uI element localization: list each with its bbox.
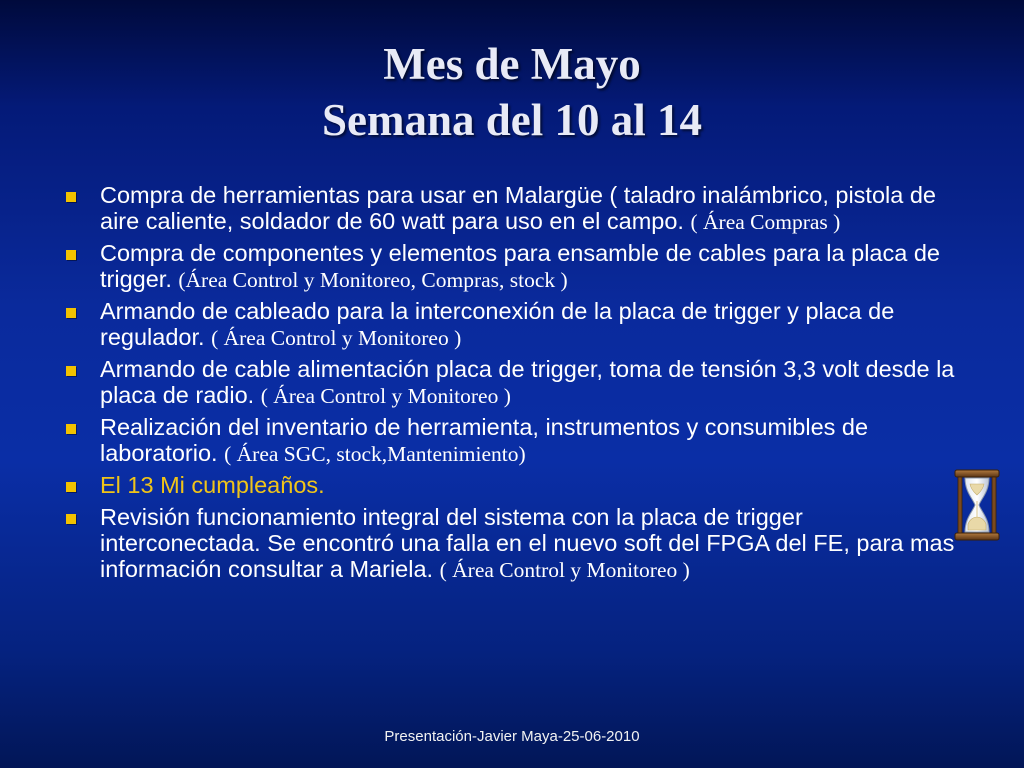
bullet-item-highlight	[60, 472, 965, 499]
hourglass-icon	[952, 468, 1002, 542]
bullet-text: El 13 Mi cumpleaños.	[100, 472, 325, 498]
footer-text: Presentación-Javier Maya-25-06-2010	[384, 728, 640, 745]
bullet-area: ( Área Control y Monitoreo )	[211, 326, 462, 350]
bullet-area: ( Área Compras )	[690, 210, 841, 234]
title-line-1: Mes de Mayo	[383, 39, 641, 89]
bullet-area: (Área Control y Monitoreo, Compras, stock )	[178, 268, 568, 292]
square-bullet-icon	[66, 482, 76, 492]
bullet-item	[60, 414, 965, 467]
square-bullet-icon	[66, 366, 76, 376]
bullet-area: ( Área Control y Monitoreo )	[439, 558, 690, 582]
bullet-text: Realización del inventario de herramienta, instrumentos y consumibles de laboratorio.	[100, 414, 869, 466]
square-bullet-icon	[66, 192, 76, 202]
square-bullet-icon	[66, 424, 76, 434]
title-line-2: Semana del 10 al 14	[321, 95, 703, 145]
bullet-text: Revisión funcionamiento integral del sistema con la placa de trigger interconectada. Se encontró una falla en el nuevo soft del FPGA del FE, para mas información consultar a Mariela.	[100, 504, 955, 582]
bullet-area: ( Área SGC, stock,Mantenimiento)	[224, 442, 526, 466]
slide-title	[0, 36, 1024, 148]
bullet-text: Armando de cableado para la interconexión de la placa de trigger y placa de regulador.	[100, 298, 895, 350]
bullet-item	[60, 298, 965, 351]
bullet-text: Armando de cable alimentación placa de trigger, toma de tensión 3,3 volt desde la placa de radio.	[100, 356, 955, 408]
bullet-text: Compra de herramientas para usar en Malargüe ( taladro inalámbrico, pistola de aire caliente, soldador de 60 watt para uso en el campo.	[100, 182, 936, 234]
bullet-item	[60, 240, 965, 293]
bullet-item	[60, 182, 965, 235]
square-bullet-icon	[66, 250, 76, 260]
square-bullet-icon	[66, 514, 76, 524]
bullet-text: Compra de componentes y elementos para ensamble de cables para la placa de trigger.	[100, 240, 940, 292]
square-bullet-icon	[66, 308, 76, 318]
bullet-item	[60, 504, 965, 583]
bullet-area: ( Área Control y Monitoreo )	[260, 384, 511, 408]
bullet-list	[60, 182, 965, 588]
bullet-item	[60, 356, 965, 409]
